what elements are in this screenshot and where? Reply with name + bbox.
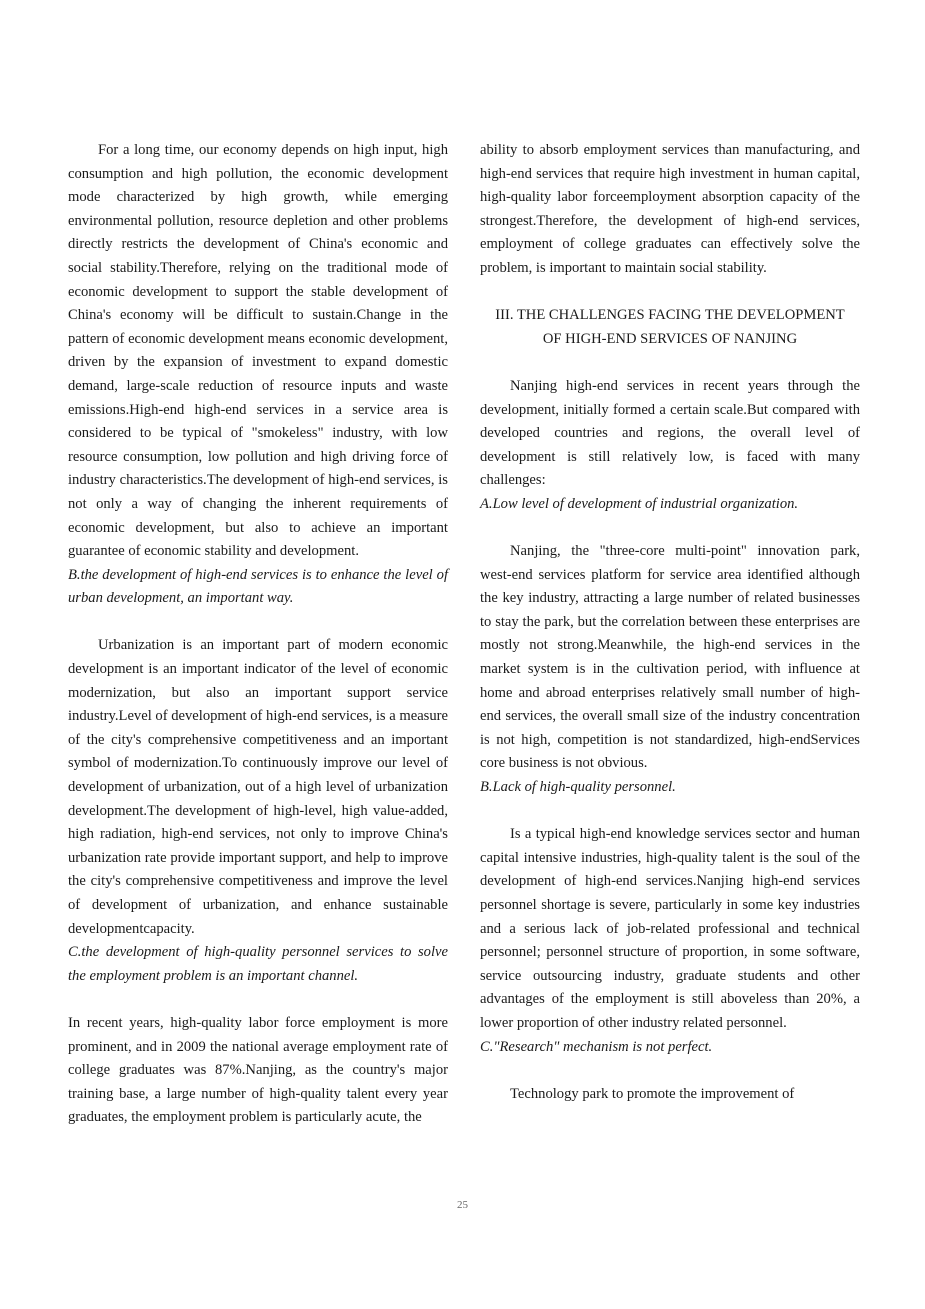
section-heading-line1: III. THE CHALLENGES FACING THE DEVELOPMENT xyxy=(495,307,845,324)
paragraph: In recent years, high-quality labor force employment is more prominent, and in 2009 the national average employment rate of college graduates was 87%.Nanjing, as the country's major training base, a large number of high-quality talent every year graduates, the employment problem is particularly acute, the xyxy=(68,1014,448,1126)
subheading: B.the development of high-end services is to enhance the level of urban development, an important way. xyxy=(68,566,448,607)
subheading: B.Lack of high-quality personnel. xyxy=(480,779,676,796)
left-column xyxy=(68,139,448,1130)
paragraph: ability to absorb employment services than manufacturing, and high-end services that require high investment in human capital, high-quality labor forceemployment absorption capacity of the strongest.Therefore, the development of high-end services, employment of college graduates can effectively solve the problem, is important to maintain social stability. xyxy=(480,142,860,276)
paragraph: Urbanization is an important part of modern economic development is an important indicator of the level of economic modernization, but also an important support service industry.Level of development of high-end services, is a measure of the city's comprehensive competitiveness and an important symbol of modernization.To continuously improve our level of development of urbanization, out of a high level of urbanization development.The development of high-level, high value-added, high radiation, high-end services, not only to improve China's urbanization rate provide important support, and help to improve the city's comprehensive competitiveness and improve the level of development of urbanization, and enhance sustainable developmentcapacity. xyxy=(68,637,448,937)
paragraph: Nanjing, the "three-core multi-point" innovation park, west-end services platform for service area identified although the key industry, attracting a large number of related businesses to stay the park, but the correlation between these enterprises are mostly not strong.Meanwhile, the high-end services in the market system is in the cultivation period, with influence at home and abroad enterprises relatively small number of high-end services, the overall small size of the industry concentration is not high, competition is not standardized, high-endServices core business is not obvious. xyxy=(480,543,860,772)
subheading: A.Low level of development of industrial organization. xyxy=(480,495,799,512)
subheading: C."Research" mechanism is not perfect. xyxy=(480,1038,713,1055)
right-column xyxy=(480,139,860,1106)
paragraph: For a long time, our economy depends on high input, high consumption and high pollution, the economic development mode characterized by high growth, while emerging environmental pollution, resource depletion and other problems directly restricts the development of China's economic and social stability.Therefore, relying on the traditional mode of economic development to support the stable development of China's economy will be difficult to sustain.Change in the pattern of economic development means economic development, driven by the expansion of investment to expand domestic demand, large-scale reduction of resource inputs and waste emissions.High-end high-end services in a service area is considered to be typical of "smokeless" industry, with low resource consumption, low pollution and high driving force of industry characteristics.The development of high-end services, is not only a way of changing the inherent requirements of economic development, but also to achieve an important guarantee of economic stability and development. xyxy=(68,142,448,560)
page-number: 25 xyxy=(457,1199,468,1211)
paragraph: Technology park to promote the improvement of xyxy=(510,1085,795,1102)
paragraph: Nanjing high-end services in recent years through the development, initially formed a certain scale.But compared with developed countries and regions, the overall level of development is still relatively low, is faced with many challenges: xyxy=(480,377,860,489)
section-heading-line2: OF HIGH-END SERVICES OF NANJING xyxy=(542,330,798,347)
subheading: C.the development of high-quality personnel services to solve the employment problem is an important channel. xyxy=(68,944,448,984)
paragraph: Is a typical high-end knowledge services sector and human capital intensive industries, high-quality talent is the soul of the development of high-end services.Nanjing high-end services personnel shortage is severe, particularly in some key industries and a serious lack of job-related professional and technical personnel; personnel structure of proportion, in some software, service outsourcing industry, graduate students and other advantages of the employment is still aboveless than 20%, a lower proportion of other industry related personnel. xyxy=(480,826,860,1031)
